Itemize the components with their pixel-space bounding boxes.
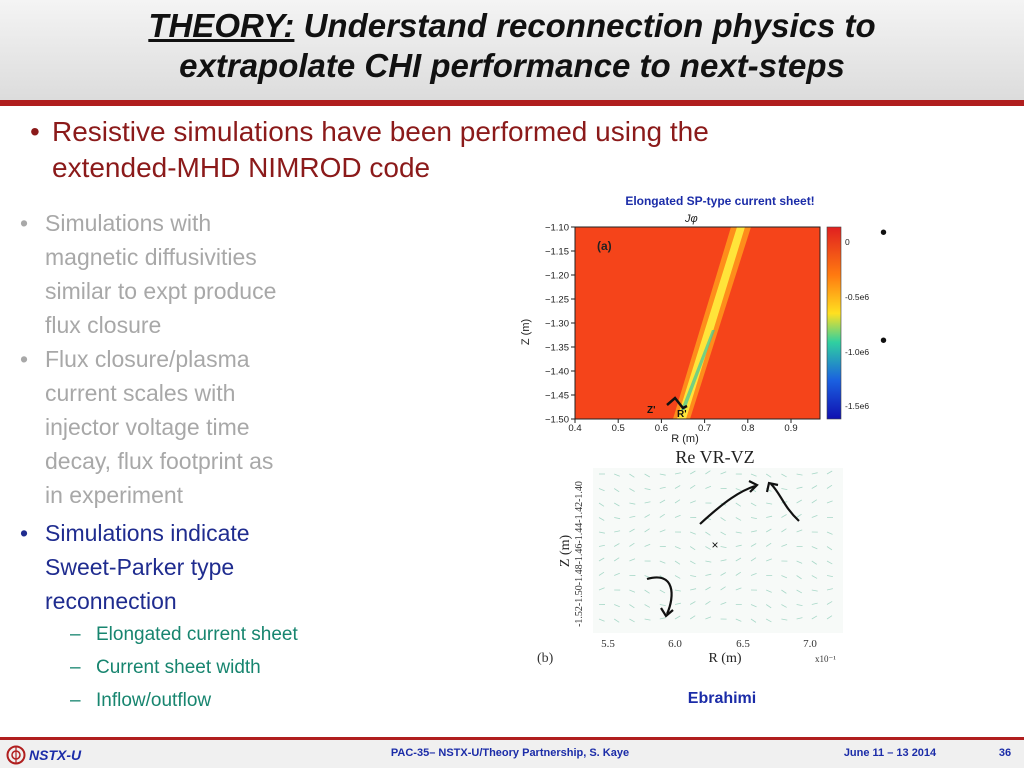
nstx-logo — [6, 744, 81, 766]
y-axis-label: Z (m) — [520, 318, 532, 346]
y-tick-label: −1.25 — [544, 294, 569, 306]
y-tick-label: −1.35 — [544, 342, 569, 354]
list-item-line: Sweet-Parker type — [45, 554, 235, 580]
header-divider — [0, 100, 1024, 106]
list-item-line: in experiment — [45, 482, 184, 508]
y-tick-label: −1.30 — [544, 318, 569, 330]
quantity-label: Jφ — [685, 213, 698, 225]
figure-credit: Ebrahimi — [687, 690, 757, 707]
x-tick-label: 7.0 — [803, 638, 817, 650]
page-number: 36 — [998, 747, 1012, 759]
slide-title — [0, 6, 1024, 86]
list-item-line: reconnection — [45, 588, 177, 614]
bullet-dot: • — [880, 330, 888, 352]
y-tick-label: −1.20 — [544, 270, 569, 282]
dash-marker: – — [70, 624, 81, 645]
dash-marker: – — [70, 690, 81, 711]
x-tick-label: 0.7 — [697, 423, 712, 434]
list-item-line: Simulations indicate — [45, 520, 250, 546]
bullet-dot: • — [30, 116, 40, 147]
title-line-1 — [0, 6, 1024, 46]
figure-a-current-sheet — [515, 210, 870, 445]
footer-date: June 11 – 13 2014 — [843, 747, 937, 759]
list-item-line: current scales with — [45, 380, 236, 406]
x-axis-ticks-b — [601, 638, 817, 650]
list-item-line: flux closure — [45, 312, 162, 338]
colorbar-ticks — [845, 237, 869, 411]
list-item-line: decay, flux footprint as — [45, 448, 274, 474]
bullet-dot: • — [880, 222, 888, 244]
y-axis-ticks — [545, 223, 575, 426]
logo-text: NSTX-U — [29, 747, 82, 763]
colorbar-tick-label: -0.5e6 — [845, 292, 870, 302]
list-item-line: Simulations with — [45, 210, 212, 236]
bullet-dot: • — [20, 346, 29, 372]
list-item-line: injector voltage time — [45, 414, 250, 440]
y-tick-label: −1.40 — [544, 366, 569, 378]
colorbar-tick-label: -1.5e6 — [845, 401, 870, 411]
x-tick-label: 0.6 — [654, 423, 669, 434]
bullet-dot: • — [20, 210, 29, 236]
panel-label-b: (b) — [537, 651, 554, 666]
figure-caption: Elongated SP-type current sheet! — [625, 194, 815, 208]
bullet-list — [18, 206, 348, 717]
list-item-line: similar to expt produce — [45, 278, 277, 304]
x-tick-label: 6.0 — [668, 638, 682, 650]
bullet-dot: • — [20, 520, 29, 546]
title-line-2: extrapolate CHI performance to next-steps — [179, 47, 845, 84]
x-axis-label-b: R (m) — [708, 651, 742, 666]
y-tick-label: −1.10 — [544, 222, 569, 234]
colorbar-tick-label: -1.0e6 — [845, 347, 870, 357]
panel-label-a: (a) — [597, 239, 612, 253]
y-axis-label-b: Z (m) — [558, 534, 573, 568]
dash-marker: – — [70, 657, 81, 678]
list-item — [18, 516, 348, 618]
main-bullet-line-2: extended-MHD NIMROD code — [52, 152, 431, 183]
x-tick-label: 5.5 — [601, 638, 615, 650]
title-keyword: THEORY: — [148, 7, 295, 44]
figure-b-title: Re VR-VZ — [675, 447, 755, 467]
x-tick-label: 0.4 — [568, 423, 582, 434]
footer-center-text: PAC-35– NSTX-U/Theory Partnership, S. Kaye — [390, 747, 630, 759]
x-tick-label: 6.5 — [736, 638, 750, 650]
arrow-label-z: Z' — [647, 405, 656, 416]
y-tick-label: −1.50 — [544, 414, 569, 426]
sub-item — [18, 618, 348, 651]
list-item — [18, 206, 348, 342]
y-tick-label: −1.15 — [544, 246, 569, 258]
x-tick-label: 0.5 — [611, 423, 625, 434]
x-tick-label: 0.9 — [784, 423, 798, 434]
y-tick-label: −1.45 — [544, 390, 569, 402]
figure-b-flow-field — [525, 446, 845, 671]
logo-emblem-icon — [6, 745, 26, 765]
x-axis-ticks — [568, 419, 797, 434]
sub-item — [18, 651, 348, 684]
sub-item-label: Inflow/outflow — [96, 690, 212, 711]
colorbar-tick-label: 0 — [845, 237, 850, 247]
x-tick-label: 0.8 — [741, 423, 755, 434]
arrow-label-r: R' — [677, 409, 687, 420]
main-bullet-line-1: Resistive simulations have been performed using the — [52, 116, 709, 147]
title-line-1-rest: Understand reconnection physics to — [294, 7, 876, 44]
y-tick-labels: -1.52-1.50-1.48-1.46-1.44-1.42-1.40 — [574, 481, 585, 627]
list-item-line: magnetic diffusivities — [45, 244, 257, 270]
list-item — [18, 342, 348, 512]
main-bullet — [30, 114, 870, 186]
x-point-marker: × — [711, 538, 719, 552]
x-scale-label: x10⁻¹ — [815, 654, 836, 664]
sub-item-label: Elongated current sheet — [96, 624, 298, 645]
colorbar — [827, 227, 841, 419]
sub-item — [18, 684, 348, 717]
x-axis-label: R (m) — [671, 433, 699, 445]
sub-item-label: Current sheet width — [96, 657, 261, 678]
list-item-line: Flux closure/plasma — [45, 346, 250, 372]
